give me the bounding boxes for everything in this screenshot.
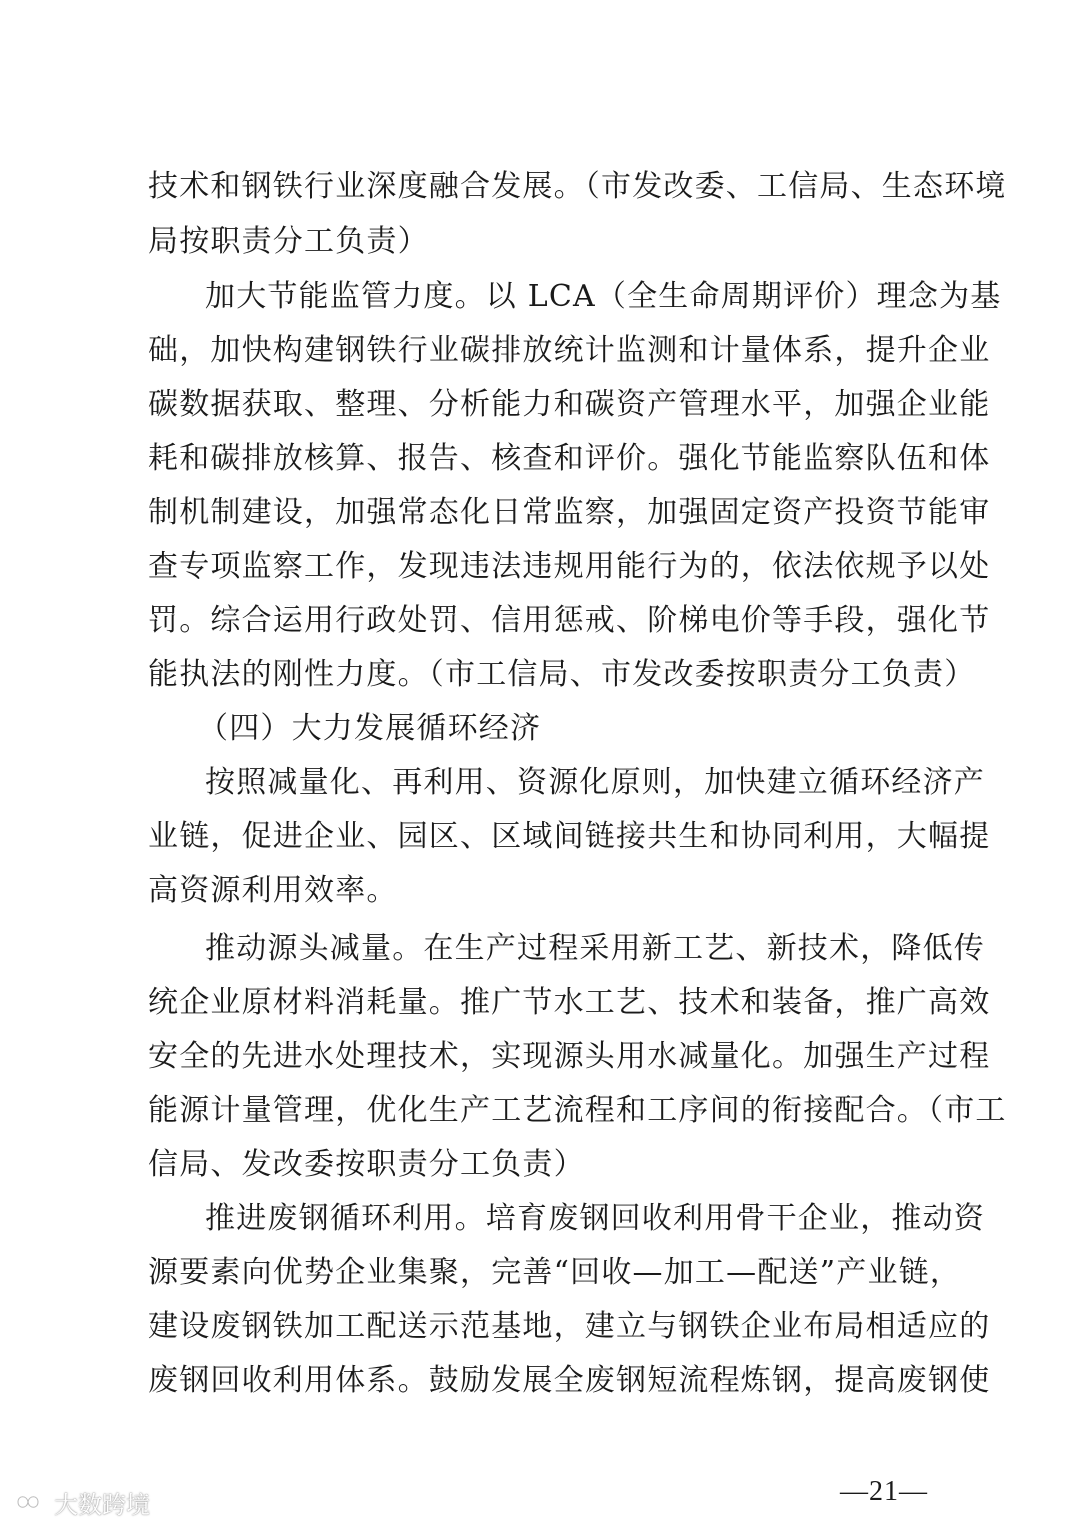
text-line: 罚。综合运用行政处罚、信用惩戒、阶梯电价等手段，强化节 (148, 603, 991, 638)
text-line: 耗和碳排放核算、报告、核查和评价。强化节能监察队伍和体 (148, 441, 991, 476)
watermark-text: 大数跨境 (54, 1490, 150, 1519)
text-line: 业链，促进企业、园区、区域间链接共生和协同利用，大幅提 (148, 819, 991, 854)
text-line: 能源计量管理，优化生产工艺流程和工序间的衔接配合。（市工 (148, 1093, 1007, 1128)
text-line: 高资源利用效率。 (148, 873, 398, 908)
watermark (8, 1484, 150, 1520)
text-line: 源要素向优势企业集聚，完善“回收—加工—配送”产业链， (148, 1255, 962, 1290)
infinity-logo-icon (8, 1490, 48, 1514)
text-line: 安全的先进水处理技术，实现源头用水减量化。加强生产过程 (148, 1039, 991, 1074)
text-line: 局按职责分工负责） (148, 224, 429, 259)
text-line: 能执法的刚性力度。（市工信局、市发改委按职责分工负责） (148, 657, 976, 692)
text-line: 础，加快构建钢铁行业碳排放统计监测和计量体系，提升企业 (148, 333, 991, 368)
text-line: 废钢回收利用体系。鼓励发展全废钢短流程炼钢，提高废钢使 (148, 1363, 991, 1398)
paragraph-first-line: 按照减量化、再利用、资源化原则，加快建立循环经济产 (205, 765, 985, 800)
text-line: 制机制建设，加强常态化日常监察，加强固定资产投资节能审 (148, 495, 991, 530)
text-line: 查专项监察工作，发现违法违规用能行为的，依法依规予以处 (148, 549, 991, 584)
paragraph-heading-line: 推动源头减量。在生产过程采用新工艺、新技术，降低传 (205, 931, 985, 966)
text-line: 碳数据获取、整理、分析能力和碳资产管理水平，加强企业能 (148, 387, 991, 422)
paragraph-heading-line: 加大节能监管力度。以 LCA（全生命周期评价）理念为基 (205, 279, 1002, 314)
section-heading: （四）大力发展循环经济 (198, 711, 542, 746)
page-number: —21— (840, 1476, 928, 1507)
text-line: 建设废钢铁加工配送示范基地，建立与钢铁企业布局相适应的 (148, 1309, 991, 1344)
text-line: 信局、发改委按职责分工负责） (148, 1147, 585, 1182)
text-line: 技术和钢铁行业深度融合发展。（市发改委、工信局、生态环境 (148, 169, 1007, 204)
text-line: 统企业原材料消耗量。推广节水工艺、技术和装备，推广高效 (148, 985, 991, 1020)
paragraph-heading-line: 推进废钢循环利用。培育废钢回收利用骨干企业，推动资 (205, 1201, 985, 1236)
